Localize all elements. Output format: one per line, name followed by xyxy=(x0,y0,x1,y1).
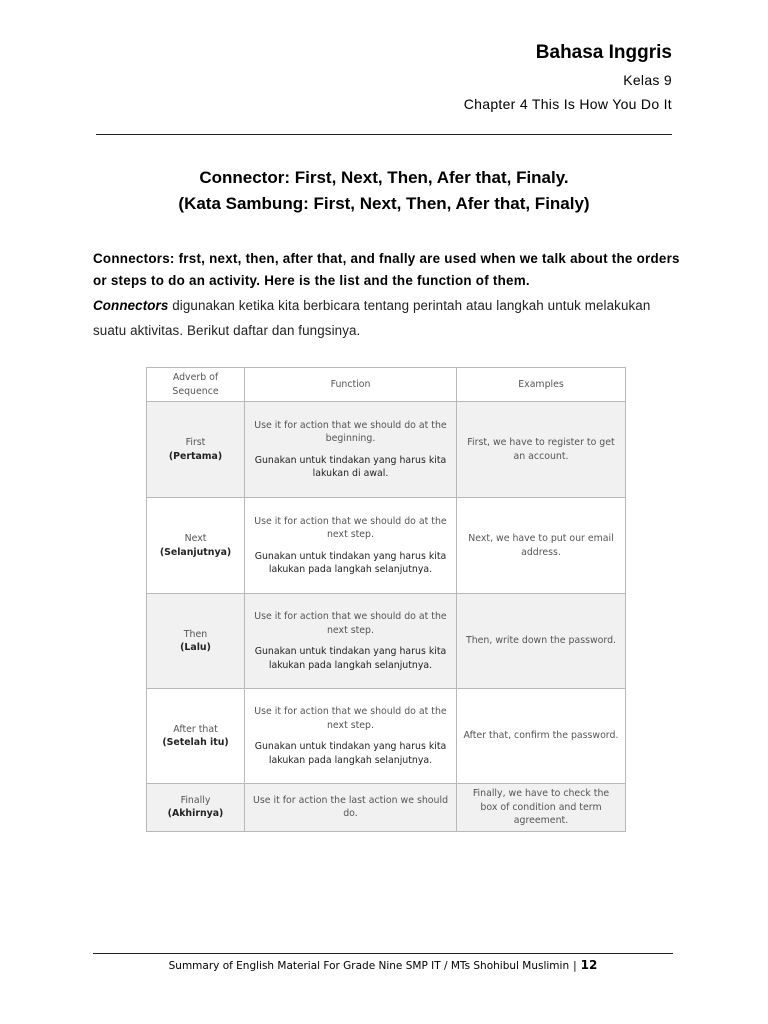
adverb-indonesian: (Pertama) xyxy=(168,450,223,462)
table-row xyxy=(147,402,626,498)
header-function: Function xyxy=(245,368,457,402)
function-english: Use it for action that we should do at the next step. xyxy=(254,515,447,540)
table-header-row xyxy=(147,368,626,402)
adverb-indonesian: (Selanjutnya) xyxy=(159,546,232,558)
table-row xyxy=(147,689,626,784)
footer-separator: | xyxy=(573,960,577,972)
footer-text: Summary of English Material For Grade Nine SMP IT / MTs Shohibul Muslimin xyxy=(168,960,570,972)
page-number: 12 xyxy=(580,958,598,972)
adverb-english: Then xyxy=(183,628,208,640)
adverb-english: After that xyxy=(173,723,218,735)
class-label: Kelas 9 xyxy=(623,72,672,88)
function-english: Use it for action that we should do at the next step. xyxy=(254,706,447,731)
example-cell: Finally, we have to check the box of condition and term agreement. xyxy=(457,784,626,832)
adverb-indonesian: (Akhirnya) xyxy=(167,808,224,820)
chapter-title: Chapter 4 This Is How You Do It xyxy=(463,96,672,112)
function-indonesian: Gunakan untuk tindakan yang harus kita lakukan pada langkah selanjutnya. xyxy=(254,741,447,766)
function-cell xyxy=(245,689,457,784)
function-indonesian: Gunakan untuk tindakan yang harus kita lakukan di awal. xyxy=(254,454,447,479)
adverb-english: First xyxy=(185,437,206,448)
function-cell xyxy=(245,498,457,594)
adverb-cell xyxy=(147,498,245,594)
adverb-of-sequence-table xyxy=(146,367,626,832)
section-title: Connector: First, Next, Then, Afer that, Finaly. xyxy=(199,168,569,187)
example-cell: First, we have to register to get an account. xyxy=(457,402,626,498)
header-examples: Examples xyxy=(457,368,626,402)
adverb-indonesian: (Setelah itu) xyxy=(162,737,229,748)
example-cell: Then, write down the password. xyxy=(457,594,626,689)
header-divider xyxy=(96,134,672,135)
intro-indonesian xyxy=(93,293,683,343)
intro-english: Connectors: frst, next, then, after that, and fnally are used when we talk about the orders or steps to do an activity. Here is the list and the function of them. xyxy=(93,251,680,288)
adverb-cell xyxy=(147,594,245,689)
adverb-indonesian: (Lalu) xyxy=(180,642,211,653)
connectors-term: Connectors xyxy=(93,298,169,313)
table-row xyxy=(147,784,626,832)
table-row xyxy=(147,498,626,594)
adverb-english: Next xyxy=(184,533,207,544)
function-indonesian: Gunakan untuk tindakan yang harus kita lakukan pada langkah selanjutnya. xyxy=(254,646,447,671)
adverb-cell xyxy=(147,402,245,498)
adverb-english: Finally xyxy=(180,794,211,806)
function-english: Use it for action that we should do at the beginning. xyxy=(254,419,447,444)
footer-divider xyxy=(93,953,673,954)
section-subtitle: (Kata Sambung: First, Next, Then, Afer that, Finaly) xyxy=(178,194,590,213)
function-cell xyxy=(245,402,457,498)
intro-indonesian-text: digunakan ketika kita berbicara tentang perintah atau langkah untuk melakukan suatu aktivitas. Berikut daftar dan fungsinya. xyxy=(93,298,651,338)
adverb-cell xyxy=(147,689,245,784)
function-cell xyxy=(245,594,457,689)
adverb-cell xyxy=(147,784,245,832)
subject-title: Bahasa Inggris xyxy=(535,42,672,63)
function-english: Use it for action the last action we should do. xyxy=(252,794,449,820)
header-adverb: Adverb of Sequence xyxy=(147,368,245,402)
example-cell: After that, confirm the password. xyxy=(457,689,626,784)
function-english: Use it for action that we should do at the next step. xyxy=(254,611,447,636)
table-row xyxy=(147,594,626,689)
function-indonesian: Gunakan untuk tindakan yang harus kita lakukan pada langkah selanjutnya. xyxy=(254,550,447,575)
page-footer xyxy=(93,958,673,972)
example-cell: Next, we have to put our email address. xyxy=(457,498,626,594)
function-cell xyxy=(245,784,457,832)
